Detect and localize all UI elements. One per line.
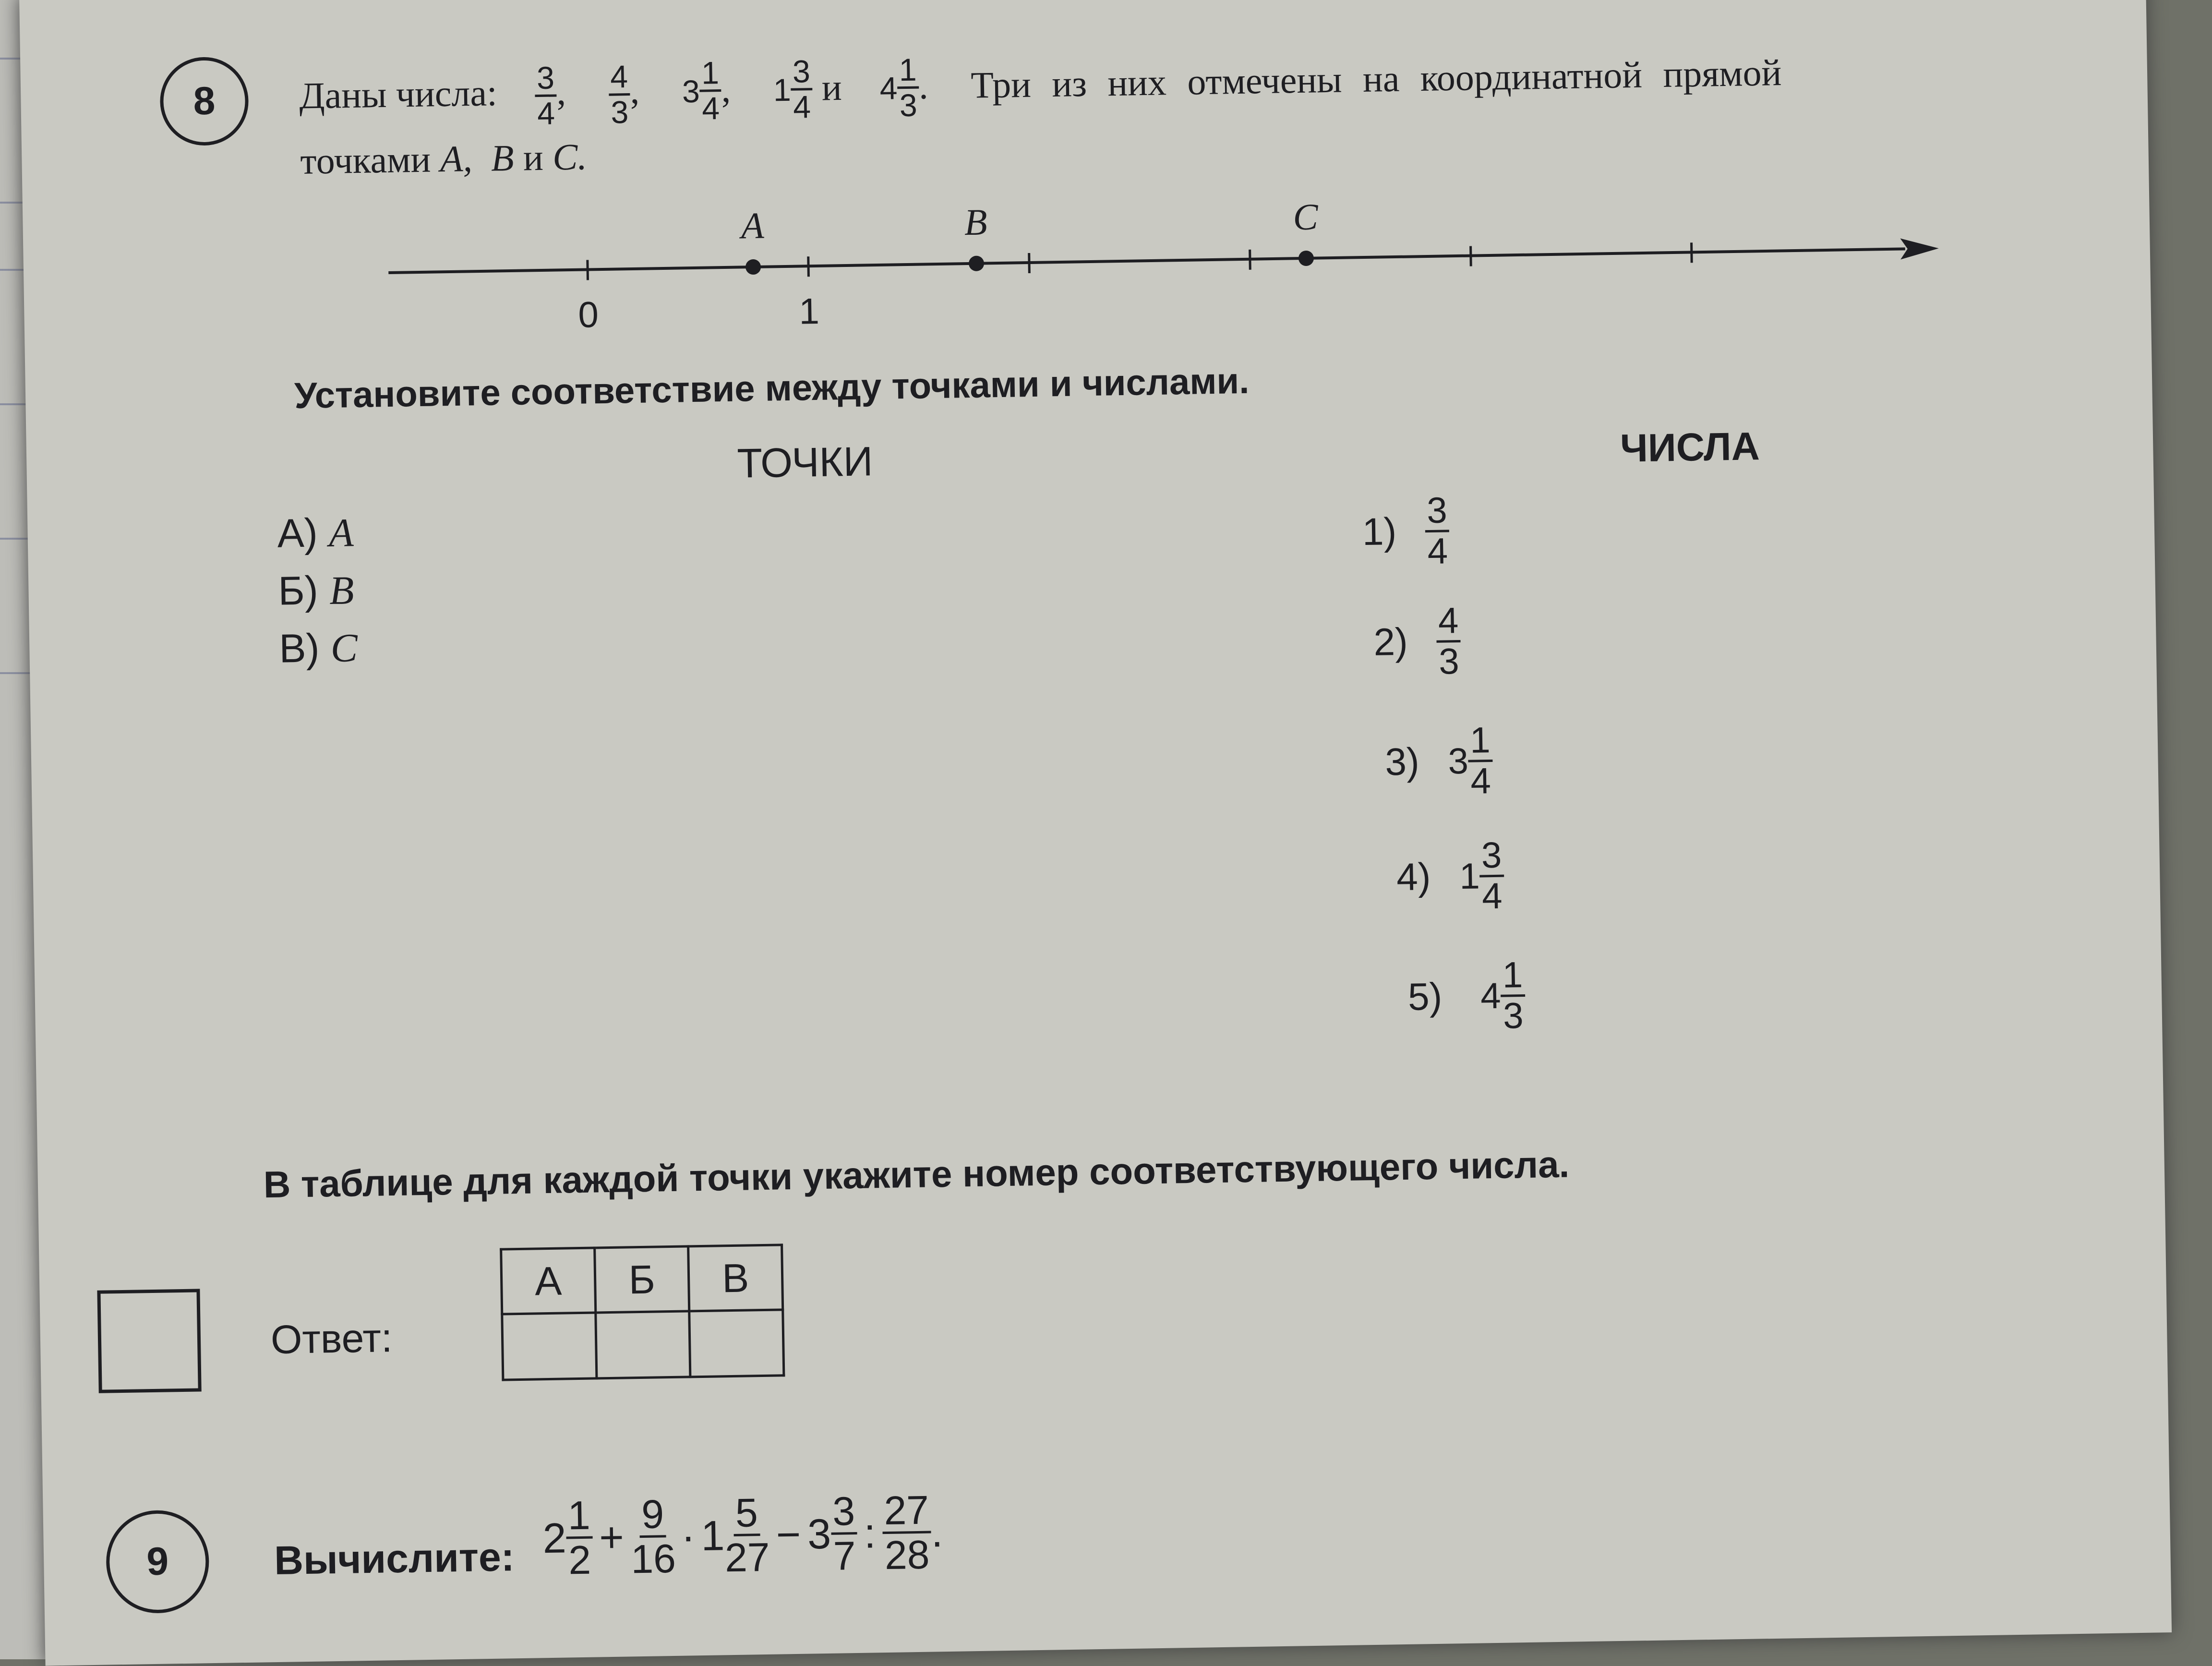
answer-header-b: Б <box>595 1246 689 1313</box>
point-row-a: А) A <box>276 510 354 556</box>
task-8-intro-line2: точками A, B и C. <box>300 135 588 182</box>
numbers-option-1: 1) $\frac{3}{4}$ <box>1362 491 1450 571</box>
tick-2 <box>1029 253 1030 273</box>
numbers-option-2: 2) $\frac{4}{3}$ <box>1373 602 1461 682</box>
tick-label-1: 1 <box>798 290 820 332</box>
number-line-arrow <box>1900 238 1939 259</box>
score-box[interactable] <box>97 1289 201 1393</box>
numbers-column-header: ЧИСЛА <box>1620 424 1760 471</box>
point-b-dot <box>969 255 984 271</box>
task-9-number: 9 <box>106 1509 210 1614</box>
given-number-5: 4 $\frac{1}{3}$ <box>879 53 919 123</box>
point-a-label: A <box>741 204 765 247</box>
tick-label-0: 0 <box>577 294 599 336</box>
numbers-option-4: 4) 1 $\frac{3}{4}$ <box>1396 836 1504 917</box>
tick-1 <box>808 256 809 277</box>
point-row-b: Б) B <box>277 567 355 614</box>
answer-label: Ответ: <box>270 1315 393 1363</box>
answer-header-a: А <box>501 1248 596 1314</box>
point-a-dot <box>745 259 761 275</box>
point-b-label: B <box>964 201 988 243</box>
numbers-option-3: 3) 3 $\frac{1}{4}$ <box>1384 721 1493 802</box>
given-number-1: $\frac{3}{4}$ <box>535 61 557 131</box>
given-number-2: $\frac{4}{3}$ <box>608 60 631 129</box>
coordinate-number-line <box>387 171 1949 340</box>
points-column-header: ТОЧКИ <box>736 438 874 487</box>
answer-cell-a[interactable] <box>502 1313 597 1380</box>
worksheet-page <box>19 0 2172 1666</box>
point-row-c: В) C <box>278 625 358 671</box>
point-c-dot <box>1298 251 1314 266</box>
task-8-intro-line1: Даны числа: $\frac{3}{4}$ , $\frac{4}{3}$ , 3 $\frac{1}{4}$ , 1 $\frac{3}{4}$ и 4 $\frac{1}{3}$ . Три из них отмечены на координатной прямой <box>299 51 1782 132</box>
point-c-label: C <box>1292 195 1319 238</box>
numbers-option-5: 5) 4 $\frac{1}{3}$ <box>1407 956 1526 1037</box>
matching-instruction: Установите соответствие между точками и числами. <box>294 360 1250 417</box>
task-9-label: Вычислите: <box>274 1534 515 1583</box>
given-number-3: 3 $\frac{1}{4}$ <box>682 56 722 126</box>
answer-table <box>500 1243 785 1381</box>
points-list <box>277 504 358 678</box>
task-8-number: 8 <box>159 57 249 146</box>
answer-header-c: В <box>688 1245 783 1311</box>
answer-cell-c[interactable] <box>689 1310 784 1377</box>
table-instruction: В таблице для каждой точки укажите номер соответствующего числа. <box>263 1143 1570 1206</box>
task-9-expression: 2 $\frac{1}{2}$ + $\frac{9}{16}$ · 1 $\frac{5}{27}$ − 3 $\frac{3}{7}$ : $\frac{27}{28}$ . <box>542 1487 943 1583</box>
given-number-4: 1 $\frac{3}{4}$ <box>773 55 813 124</box>
number-line-axis <box>388 249 1905 273</box>
answer-cell-b[interactable] <box>596 1311 690 1378</box>
